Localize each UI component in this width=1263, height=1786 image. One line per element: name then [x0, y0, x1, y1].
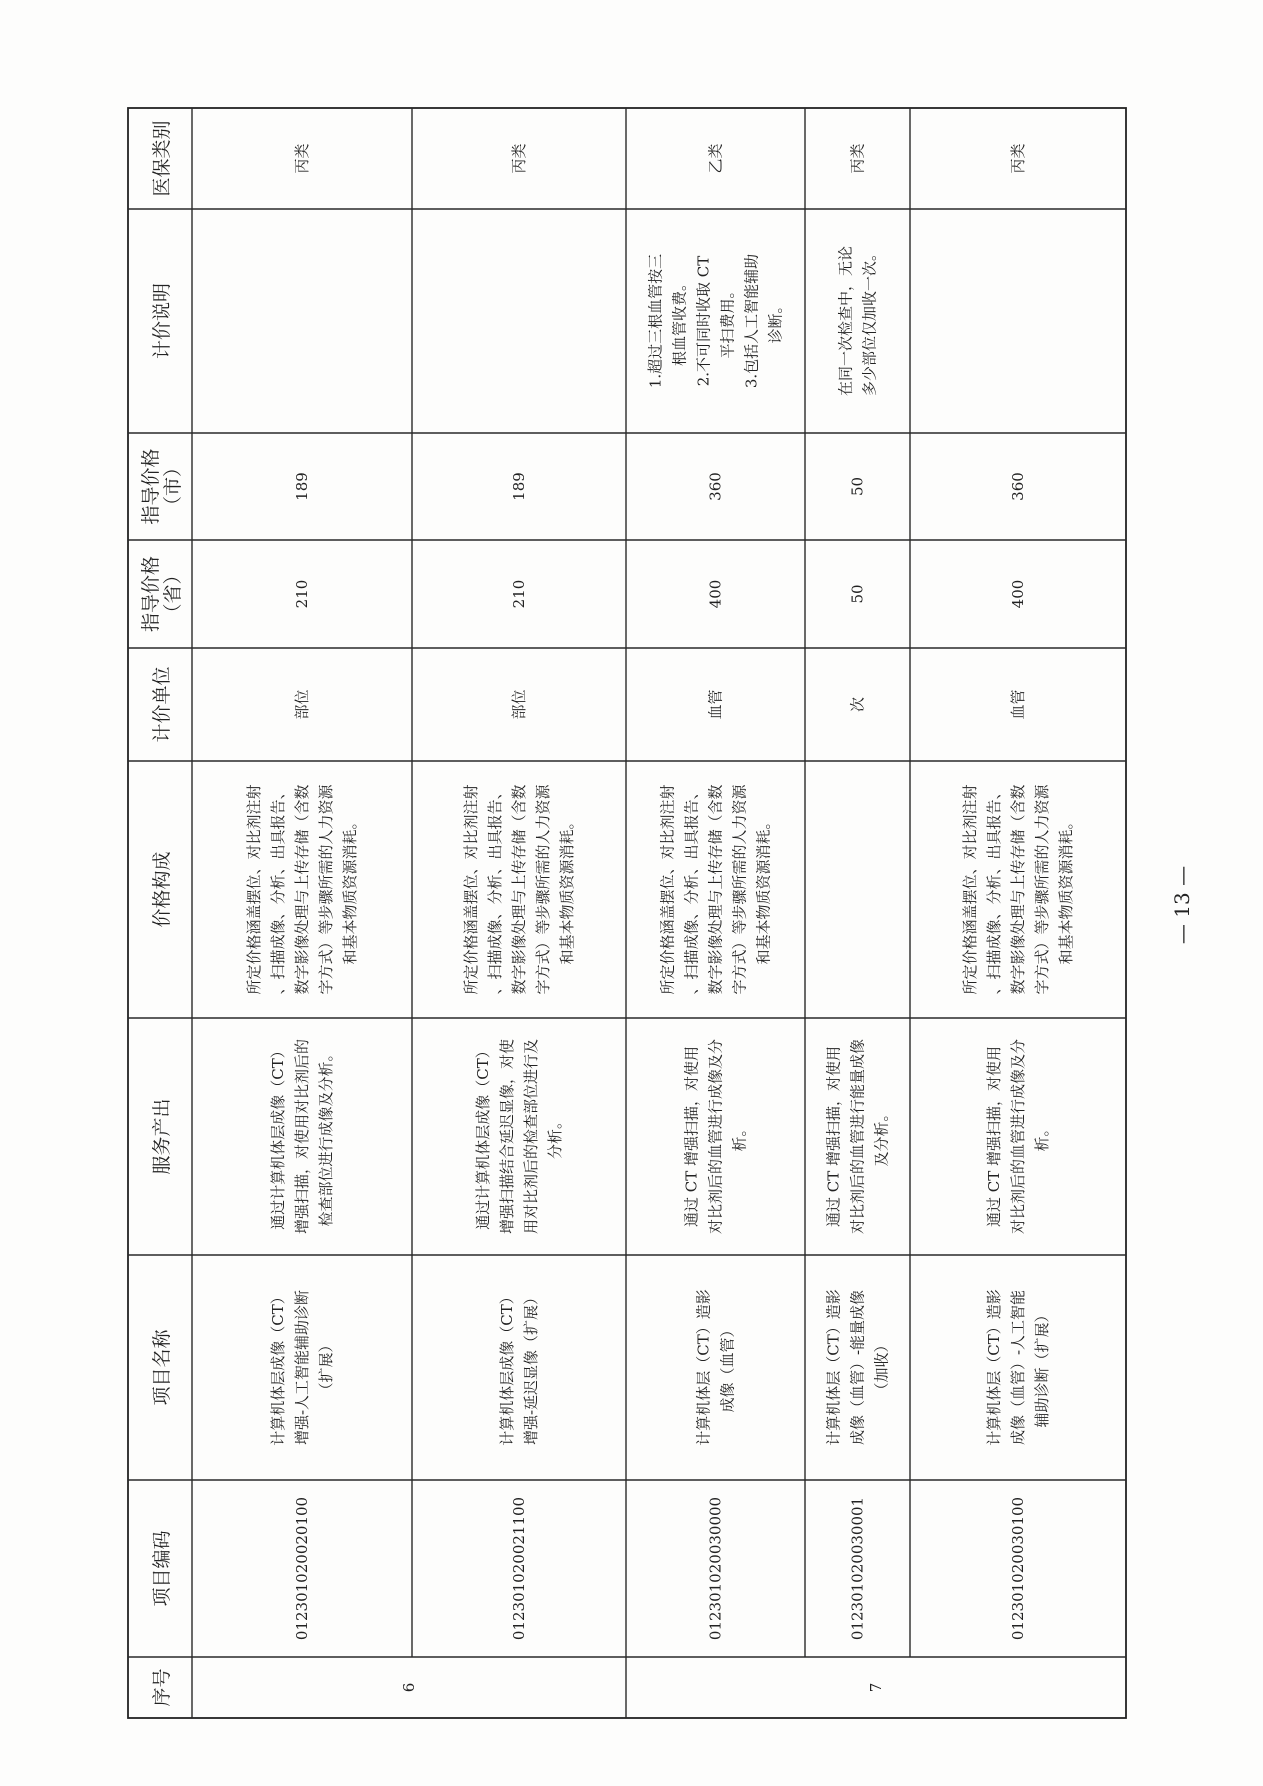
price-province-cell-line: 210: [293, 579, 311, 609]
price-province-cell-line: 50: [848, 584, 867, 604]
price-city-cell: [849, 477, 867, 496]
output-cell: [474, 1039, 564, 1234]
name-cell-line: 计算机体层（CT）造影: [824, 1289, 843, 1446]
header-code: [151, 1530, 173, 1606]
composition-cell-line: 和基本物质资源消耗。: [754, 814, 773, 965]
code-cell: [510, 1497, 528, 1640]
unit-cell-line: 次: [848, 696, 867, 713]
output-cell-line: 析。: [730, 1121, 749, 1152]
header-composition: [151, 851, 173, 927]
code-cell: [849, 1497, 867, 1640]
price-province-cell: [293, 580, 311, 609]
composition-cell-line: 、扫描成像、分析、出具报告、: [486, 784, 504, 995]
name-cell: [269, 1289, 335, 1445]
price-province-cell-line: 400: [1009, 579, 1027, 609]
output-cell-line: 检查部位进行成像及分析。: [317, 1046, 335, 1227]
insurance-cell-line: 丙类: [848, 143, 867, 174]
unit-cell: [293, 689, 311, 719]
name-cell: [695, 1289, 737, 1445]
name-cell: [498, 1289, 540, 1445]
price-city-cell-line: 360: [706, 472, 725, 501]
price-province-cell-line: 210: [510, 579, 528, 609]
name-cell-line: 成像（血管）-人工智能: [1009, 1289, 1027, 1446]
code-cell-line: 012301020021100: [510, 1496, 528, 1641]
output-cell: [269, 1039, 335, 1234]
output-cell-line: 通过计算机体层成像（CT）: [474, 1043, 492, 1230]
code-cell-line: 012301020030000: [706, 1496, 725, 1641]
composition-cell-line: 数字影像处理与上传存储（含数: [1009, 784, 1027, 995]
composition-cell-line: 数字影像处理与上传存储（含数: [293, 784, 311, 995]
insurance-cell-line: 乙类: [706, 143, 725, 174]
composition-cell-line: 和基本物质资源消耗。: [1057, 814, 1075, 965]
composition-cell-line: 字方式）等步骤所需的人力资源: [730, 784, 749, 995]
output-cell-line: 析。: [1033, 1121, 1051, 1152]
output-cell-line: 通过计算机体层成像（CT）: [269, 1043, 287, 1230]
price-city-cell-line: 189: [293, 472, 311, 501]
name-cell-line: 计算机体层（CT）造影: [694, 1289, 713, 1446]
price-city-cell: [293, 472, 311, 501]
composition-cell-line: 所定价格涵盖摆位、对比剂注射: [245, 784, 263, 995]
price-city-cell-line: 189: [510, 472, 528, 501]
output-cell-line: 通过 CT 增强扫描，对使用: [824, 1045, 843, 1228]
composition-cell-line: 数字影像处理与上传存储（含数: [706, 784, 725, 995]
note-cell-line: 诊断。: [766, 298, 785, 344]
header-output: [151, 1098, 173, 1174]
insurance-cell: [293, 143, 311, 173]
composition-cell-line: 、扫描成像、分析、出具报告、: [269, 784, 287, 995]
seq-cell-line: 7: [867, 1682, 885, 1693]
output-cell-line: 增强扫描结合延迟显像，对使: [498, 1038, 516, 1235]
output-cell-line: 对比剂后的血管进行成像及分: [1009, 1038, 1027, 1235]
header-insurance-line: 医保类别: [151, 120, 173, 197]
insurance-cell-line: 丙类: [510, 143, 528, 174]
name-cell: [825, 1289, 891, 1445]
note-cell-line: 2.不可同时收取 CT: [694, 255, 713, 387]
unit-cell-line: 部位: [293, 689, 311, 720]
composition-cell-line: 所定价格涵盖摆位、对比剂注射: [462, 784, 480, 995]
composition-cell-line: 所定价格涵盖摆位、对比剂注射: [658, 784, 677, 995]
composition-cell-line: 和基本物质资源消耗。: [558, 814, 576, 965]
header-output-line: 服务产出: [151, 1098, 173, 1175]
header-unit: [151, 666, 173, 742]
unit-cell-line: 部位: [510, 689, 528, 720]
header-seq: [151, 1668, 173, 1706]
code-cell: [293, 1497, 311, 1640]
code-cell: [707, 1497, 725, 1640]
output-cell-line: 分析。: [546, 1113, 564, 1160]
unit-cell: [1009, 689, 1027, 719]
name-cell: [985, 1289, 1051, 1445]
header-price-province-line: （省）: [162, 565, 184, 623]
insurance-cell: [510, 143, 528, 173]
code-cell-line: 012301020030001: [848, 1496, 867, 1641]
note-cell-line: 在同一次检查中，无论: [836, 245, 855, 397]
note-cell-line: 平扫费用。: [718, 283, 737, 359]
price-province-cell: [707, 580, 725, 609]
composition-cell-line: 所定价格涵盖摆位、对比剂注射: [961, 784, 979, 995]
price-province-cell: [849, 584, 867, 603]
composition-cell-line: 字方式）等步骤所需的人力资源: [534, 784, 552, 995]
insurance-cell-line: 丙类: [293, 143, 311, 174]
price-city-cell: [510, 472, 528, 501]
header-code-line: 项目编码: [151, 1530, 173, 1607]
composition-cell: [961, 784, 1075, 995]
header-composition-line: 价格构成: [151, 851, 173, 928]
unit-cell-line: 血管: [1009, 689, 1027, 720]
output-cell: [683, 1039, 749, 1234]
composition-cell-line: 、扫描成像、分析、出具报告、: [682, 784, 701, 995]
price-province-cell: [1009, 580, 1027, 609]
name-cell-line: 成像（血管）-能量成像: [848, 1289, 867, 1446]
code-cell-line: 012301020030100: [1009, 1496, 1027, 1641]
header-seq-line: 序号: [151, 1668, 173, 1707]
name-cell-line: （扩展）: [317, 1337, 335, 1398]
insurance-cell: [1009, 143, 1027, 173]
header-name: [151, 1329, 173, 1406]
output-cell-line: 增强扫描，对使用对比剂后的: [293, 1038, 311, 1235]
unit-cell-line: 血管: [706, 689, 725, 720]
output-cell-line: 对比剂后的血管进行能量成像: [848, 1038, 867, 1235]
name-cell-line: 计算机体层成像（CT）: [269, 1289, 287, 1446]
composition-cell-line: 数字影像处理与上传存储（含数: [510, 784, 528, 995]
header-price-province: [140, 556, 184, 632]
insurance-cell: [849, 143, 867, 173]
name-cell-line: 计算机体层（CT）造影: [985, 1289, 1003, 1446]
composition-cell-line: 字方式）等步骤所需的人力资源: [317, 784, 335, 995]
header-insurance: [151, 120, 173, 196]
seq-cell-line: 6: [400, 1682, 418, 1693]
code-cell-line: 012301020020100: [293, 1496, 311, 1641]
name-cell-line: 计算机体层成像（CT）: [498, 1289, 516, 1446]
page-number: [1170, 866, 1194, 944]
name-cell-line: （加收）: [872, 1337, 891, 1398]
output-cell-line: 通过 CT 增强扫描，对使用: [682, 1045, 701, 1228]
note-cell-line: 3.包括人工智能辅助: [742, 253, 761, 389]
composition-cell-line: 、扫描成像、分析、出具报告、: [985, 784, 1003, 995]
header-price-city-line: （市）: [162, 457, 184, 516]
price-province-cell: [510, 580, 528, 609]
price-province-cell-line: 400: [706, 579, 725, 609]
price-city-cell: [707, 472, 725, 501]
price-city-cell-line: 360: [1009, 472, 1027, 501]
header-price-province-line: 指导价格: [140, 555, 162, 633]
name-cell-line: 增强-延迟显像（扩展）: [522, 1289, 540, 1446]
seq-cell: [867, 1683, 885, 1693]
name-cell-line: 增强-人工智能辅助诊断: [293, 1289, 311, 1446]
unit-cell: [707, 689, 725, 719]
note-cell-line: 多少部位仅加收一次。: [860, 245, 879, 397]
header-note: [151, 283, 173, 359]
composition-cell: [462, 784, 576, 995]
header-name-line: 项目名称: [151, 1329, 173, 1406]
composition-cell-line: 字方式）等步骤所需的人力资源: [1033, 784, 1051, 995]
seq-cell: [400, 1683, 418, 1693]
output-cell: [985, 1039, 1051, 1234]
insurance-cell-line: 丙类: [1009, 143, 1027, 174]
output-cell-line: 对比剂后的血管进行成像及分: [706, 1038, 725, 1235]
composition-cell-line: 和基本物质资源消耗。: [341, 814, 359, 965]
price-city-cell-line: 50: [848, 476, 867, 497]
note-cell: [837, 246, 879, 396]
name-cell-line: 辅助诊断（扩展）: [1033, 1307, 1051, 1428]
insurance-cell: [707, 143, 725, 173]
header-unit-line: 计价单位: [151, 666, 173, 743]
header-note-line: 计价说明: [151, 282, 173, 360]
output-cell-line: 及分析。: [872, 1106, 891, 1167]
unit-cell: [849, 697, 867, 712]
composition-cell: [245, 784, 359, 995]
price-city-cell: [1009, 472, 1027, 501]
header-price-city: [140, 448, 184, 524]
unit-cell: [510, 689, 528, 719]
output-cell: [825, 1039, 891, 1234]
name-cell-line: 成像（血管）: [718, 1322, 737, 1413]
output-cell-line: 通过 CT 增强扫描，对使用: [985, 1045, 1003, 1228]
header-price-city-line: 指导价格: [140, 448, 162, 525]
composition-cell: [659, 784, 773, 995]
output-cell-line: 用对比剂后的检查部位进行及: [522, 1038, 540, 1235]
note-cell-line: 根血管收费。: [670, 275, 689, 367]
page-number-line: — 13 —: [1170, 865, 1194, 945]
code-cell: [1009, 1497, 1027, 1640]
note-cell-line: 1.超过三根血管按三: [646, 253, 665, 389]
note-cell: [647, 254, 785, 388]
